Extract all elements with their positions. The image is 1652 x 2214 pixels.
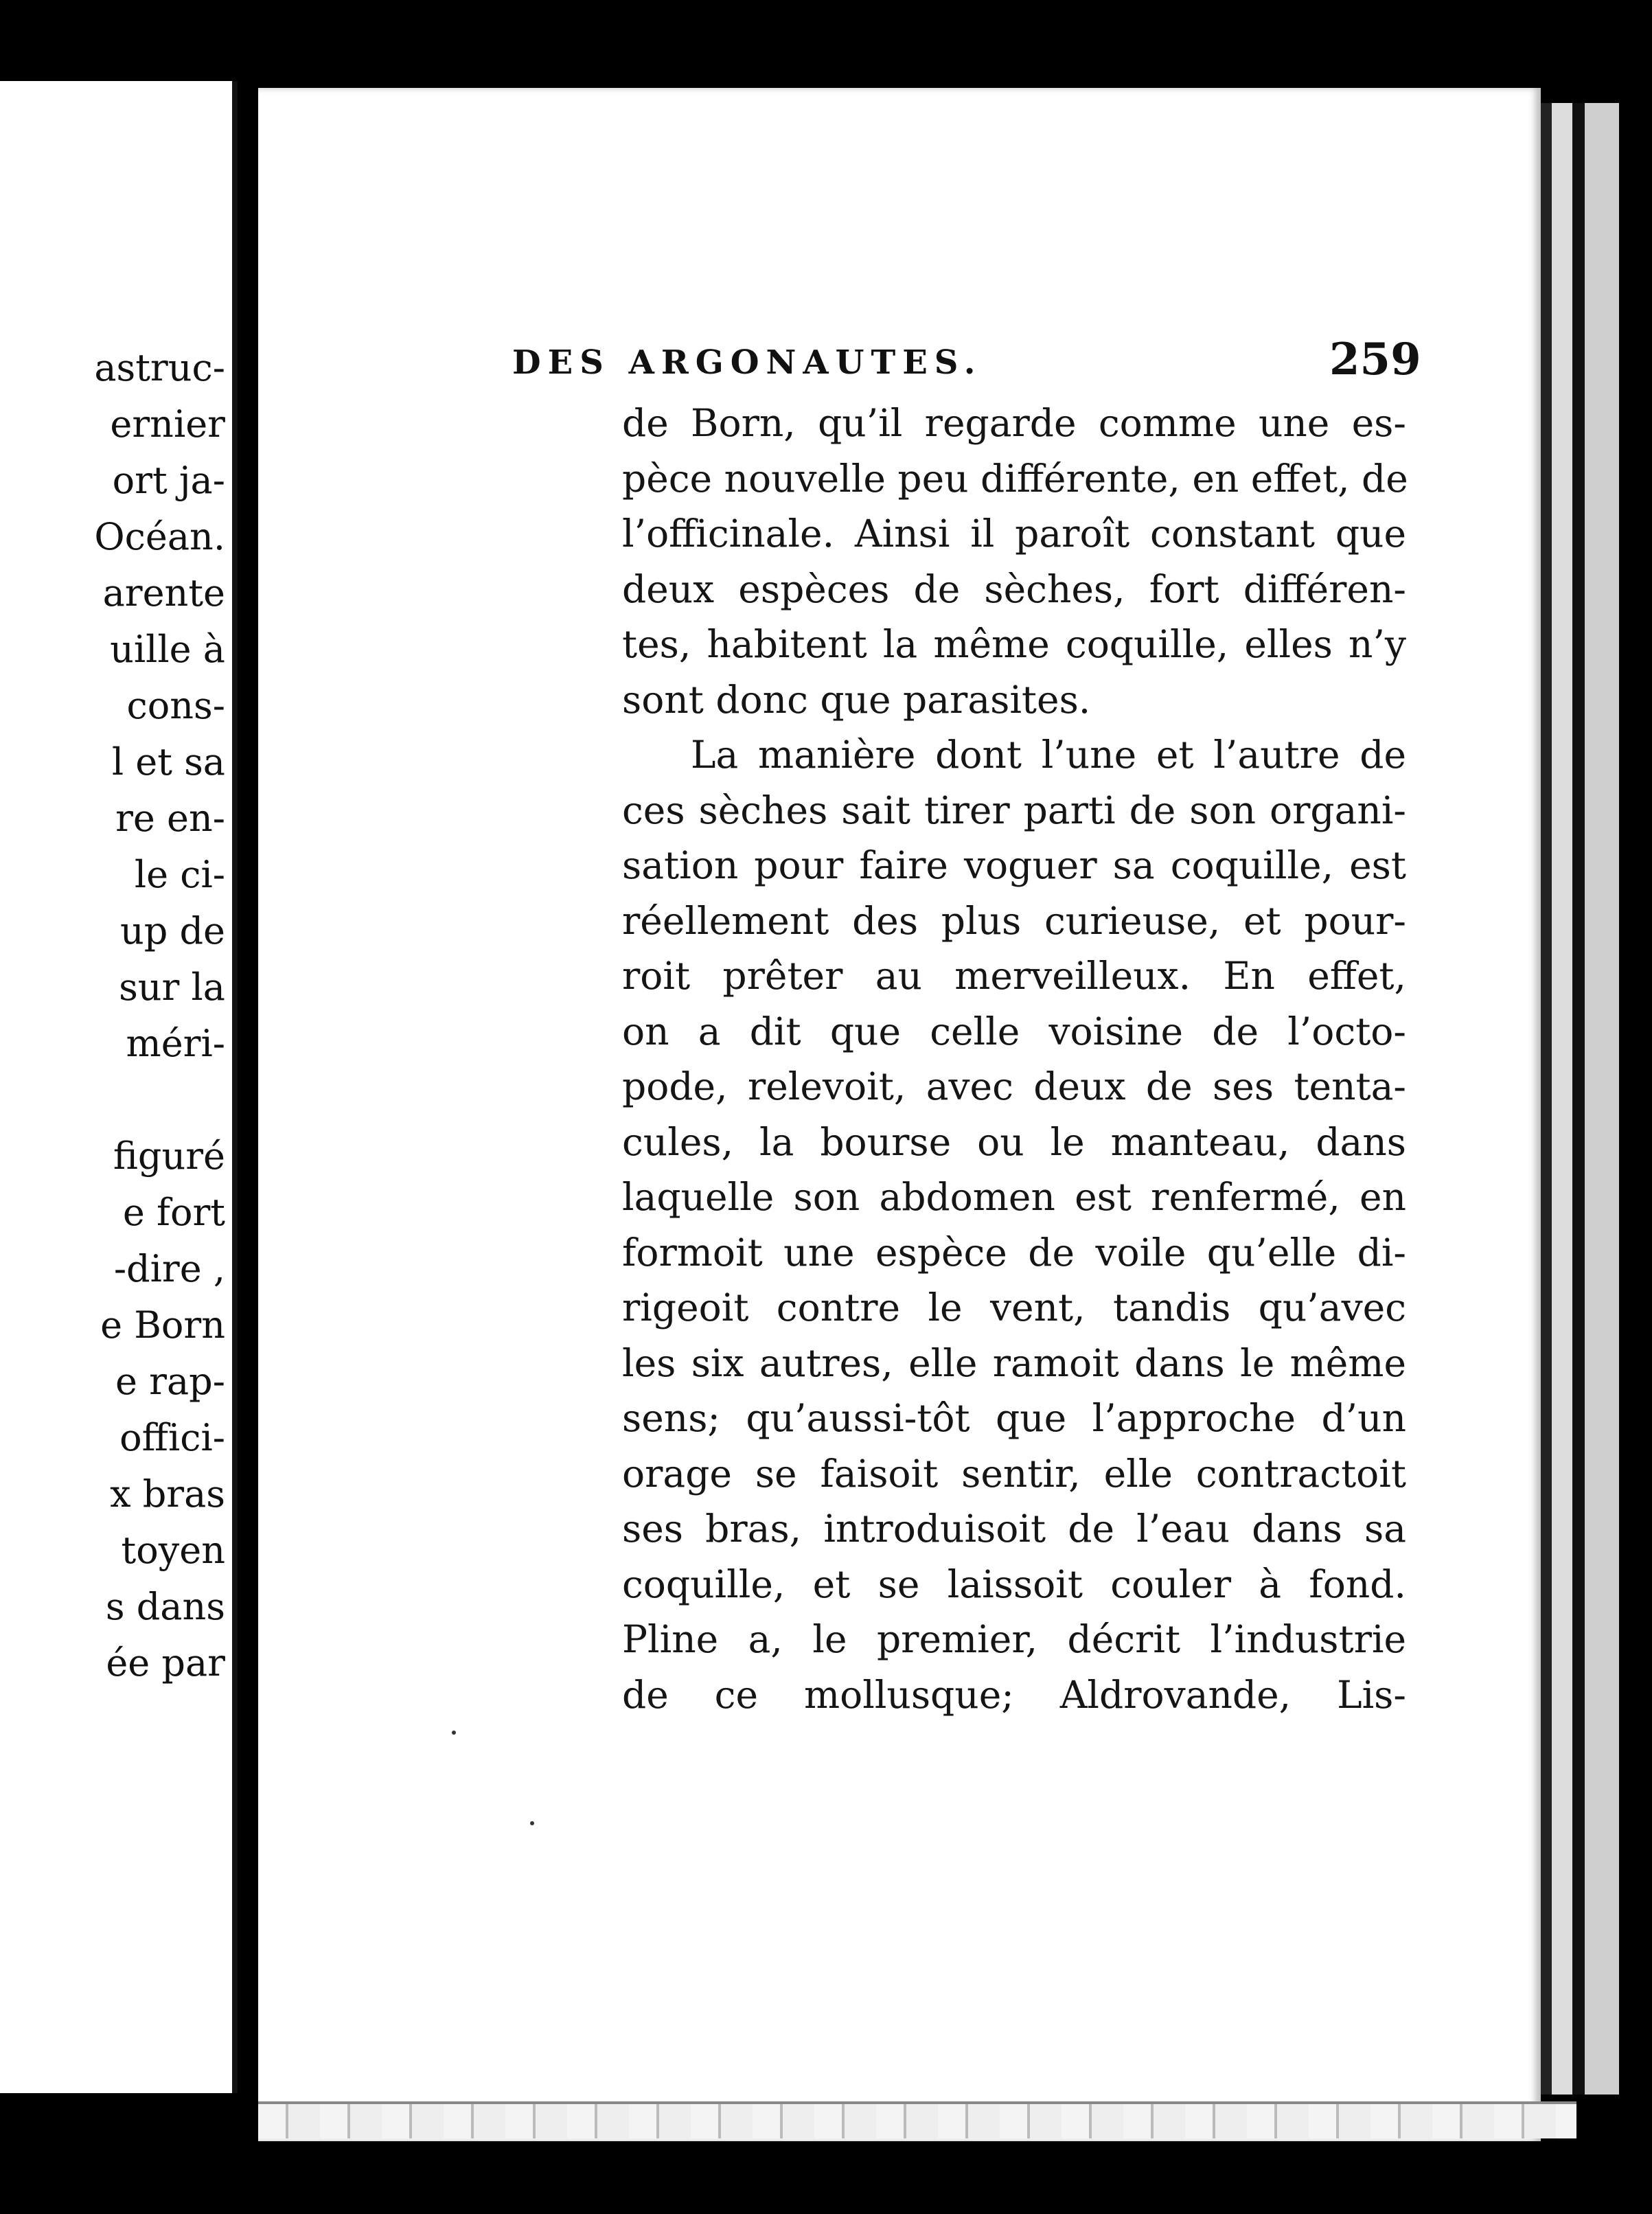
facing-text-fragment: Océan. <box>94 515 225 558</box>
page-edge <box>1585 103 1619 2095</box>
facing-text-fragment: e rap- <box>115 1360 225 1403</box>
page-edge <box>1541 103 1552 2095</box>
facing-text-fragment: ort ja- <box>112 459 225 502</box>
text-line: pèce nouvelle peu différente, en effet, de <box>622 456 1408 501</box>
book-page <box>258 88 1541 2141</box>
facing-text-fragment: e Born <box>100 1303 225 1347</box>
text-line: ces sèches sait tirer parti de son organi- <box>622 788 1406 832</box>
page-edge <box>1572 103 1585 2095</box>
page-number: 259 <box>1329 334 1421 385</box>
facing-text-fragment: figuré <box>113 1134 225 1178</box>
facing-text-fragment: offici- <box>119 1416 225 1459</box>
text-line: orage se faisoit sentir, elle contractoit <box>622 1451 1406 1496</box>
running-head: DES ARGONAUTES. <box>512 343 983 382</box>
text-line: La manière dont l’une et l’autre de <box>691 733 1406 777</box>
text-line: pode, relevoit, avec deux de ses tenta- <box>622 1064 1406 1108</box>
facing-text-fragment: arente <box>102 571 225 615</box>
facing-text-fragment: ernier <box>110 402 225 446</box>
facing-text-fragment: s dans <box>105 1585 225 1628</box>
facing-text-fragment: uille à <box>110 628 225 671</box>
paper-speck <box>452 1731 456 1735</box>
text-line: on a dit que celle voisine de l’octo- <box>622 1009 1406 1053</box>
text-line: roit prêter au merveilleux. En effet, <box>622 954 1406 998</box>
page-bottom-edge <box>258 2101 1576 2138</box>
text-line: tes, habitent la même coquille, elles n’y <box>622 622 1406 666</box>
text-line: rigeoit contre le vent, tandis qu’avec <box>622 1286 1406 1329</box>
page-body-text <box>622 396 1406 1722</box>
facing-text-fragment: astruc- <box>94 346 225 389</box>
text-line: réellement des plus curieuse, et pour- <box>622 898 1406 943</box>
text-line: ses bras, introduisoit de l’eau dans sa <box>622 1507 1406 1551</box>
facing-text-fragment: cons- <box>126 684 225 727</box>
facing-text-fragment: ée par <box>106 1641 225 1685</box>
text-line: de Born, qu’il regarde comme une es- <box>622 401 1406 445</box>
facing-text-fragment: méri- <box>126 1022 225 1065</box>
text-line: laquelle son abdomen est renfermé, en <box>622 1175 1406 1219</box>
facing-text-fragment: re en- <box>115 797 225 840</box>
facing-text-fragment: sur la <box>119 966 225 1009</box>
facing-text-fragment: up de <box>119 909 225 952</box>
facing-text-fragment: e fort <box>122 1191 225 1234</box>
text-line: sont donc que parasites. <box>622 677 1091 722</box>
text-line: cules, la bourse ou le manteau, dans <box>622 1119 1406 1164</box>
facing-text-fragment: toyen <box>121 1529 225 1572</box>
text-line: sation pour faire voguer sa coquille, est <box>622 843 1406 887</box>
text-line: Pline a, le premier, décrit l’industrie <box>622 1617 1406 1661</box>
facing-text-fragment: -dire , <box>113 1247 225 1290</box>
text-line: sens; qu’aussi-tôt que l’approche d’un <box>622 1396 1406 1440</box>
facing-text-fragment: le ci- <box>134 853 225 896</box>
text-line: de ce mollusque; Aldrovande, Lis- <box>622 1672 1406 1717</box>
facing-page-fragment <box>0 81 238 2093</box>
facing-text-fragment: l et sa <box>111 740 225 784</box>
book-gutter <box>238 76 258 2136</box>
page-edge <box>1552 103 1572 2095</box>
text-line: deux espèces de sèches, fort différen- <box>622 567 1406 611</box>
text-line: les six autres, elle ramoit dans le même <box>622 1340 1406 1385</box>
text-line: l’officinale. Ainsi il paroît constant que <box>622 512 1406 556</box>
facing-text-fragment: x bras <box>110 1472 225 1516</box>
text-line: formoit une espèce de voile qu’elle di- <box>622 1230 1406 1275</box>
paper-speck <box>530 1821 534 1825</box>
text-line: coquille, et se laissoit couler à fond. <box>622 1562 1406 1606</box>
